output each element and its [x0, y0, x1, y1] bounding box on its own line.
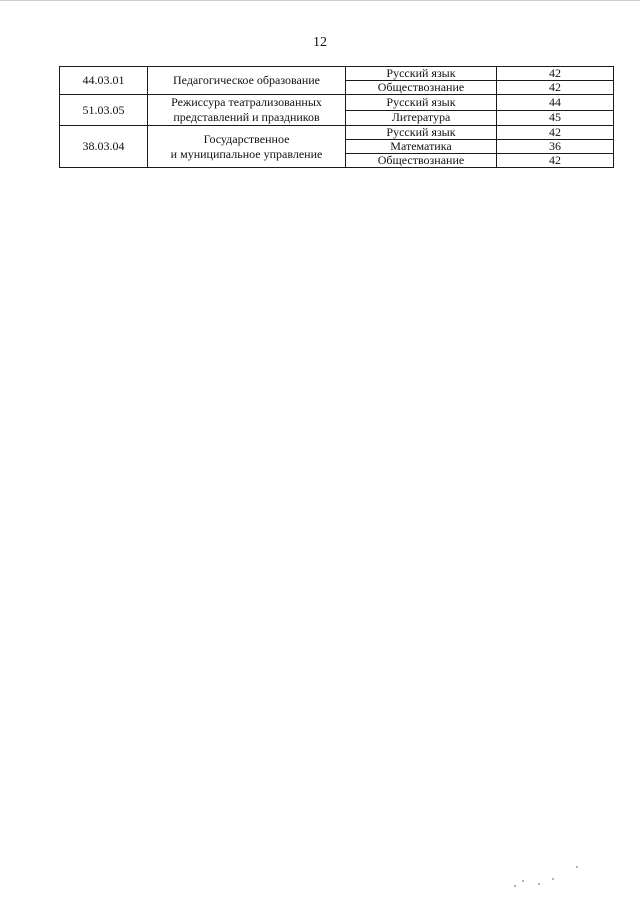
- scan-speck: [552, 878, 554, 880]
- subject-cell: Русский язык: [346, 126, 497, 140]
- subject-cell: Обществознание: [346, 154, 497, 168]
- program-name-line: и муниципальное управление: [170, 146, 323, 161]
- table-row: [60, 67, 614, 81]
- program-code: 51.03.05: [60, 95, 148, 126]
- subject-cell: Русский язык: [346, 95, 497, 111]
- table-row: [60, 126, 614, 140]
- program-name: [148, 95, 346, 126]
- score-cell: 45: [497, 110, 614, 126]
- subject-cell: Математика: [346, 140, 497, 154]
- score-cell: 42: [497, 81, 614, 95]
- subject-cell: Обществознание: [346, 81, 497, 95]
- scan-speck: [538, 883, 540, 885]
- scan-speck: [522, 880, 524, 882]
- program-name-line: Государственное: [203, 131, 290, 146]
- scan-speck: [514, 885, 516, 887]
- table-row: [60, 95, 614, 111]
- score-cell: 36: [497, 140, 614, 154]
- program-name: [148, 126, 346, 168]
- program-name-line: Режиссура театрализованных: [171, 95, 322, 109]
- page-top-edge: [0, 0, 640, 1]
- score-cell: 42: [497, 154, 614, 168]
- page-number: 12: [313, 35, 327, 50]
- program-code: 44.03.01: [60, 67, 148, 95]
- score-cell: 44: [497, 95, 614, 111]
- program-name: [148, 67, 346, 95]
- score-cell: 42: [497, 126, 614, 140]
- subject-cell: Русский язык: [346, 67, 497, 81]
- program-code: 38.03.04: [60, 126, 148, 168]
- program-name-line: представлений и праздников: [173, 110, 320, 124]
- scan-speck: [576, 866, 578, 868]
- program-name-line: Педагогическое образование: [172, 73, 321, 87]
- score-cell: 42: [497, 67, 614, 81]
- admission-score-table: [59, 66, 614, 168]
- subject-cell: Литература: [346, 110, 497, 126]
